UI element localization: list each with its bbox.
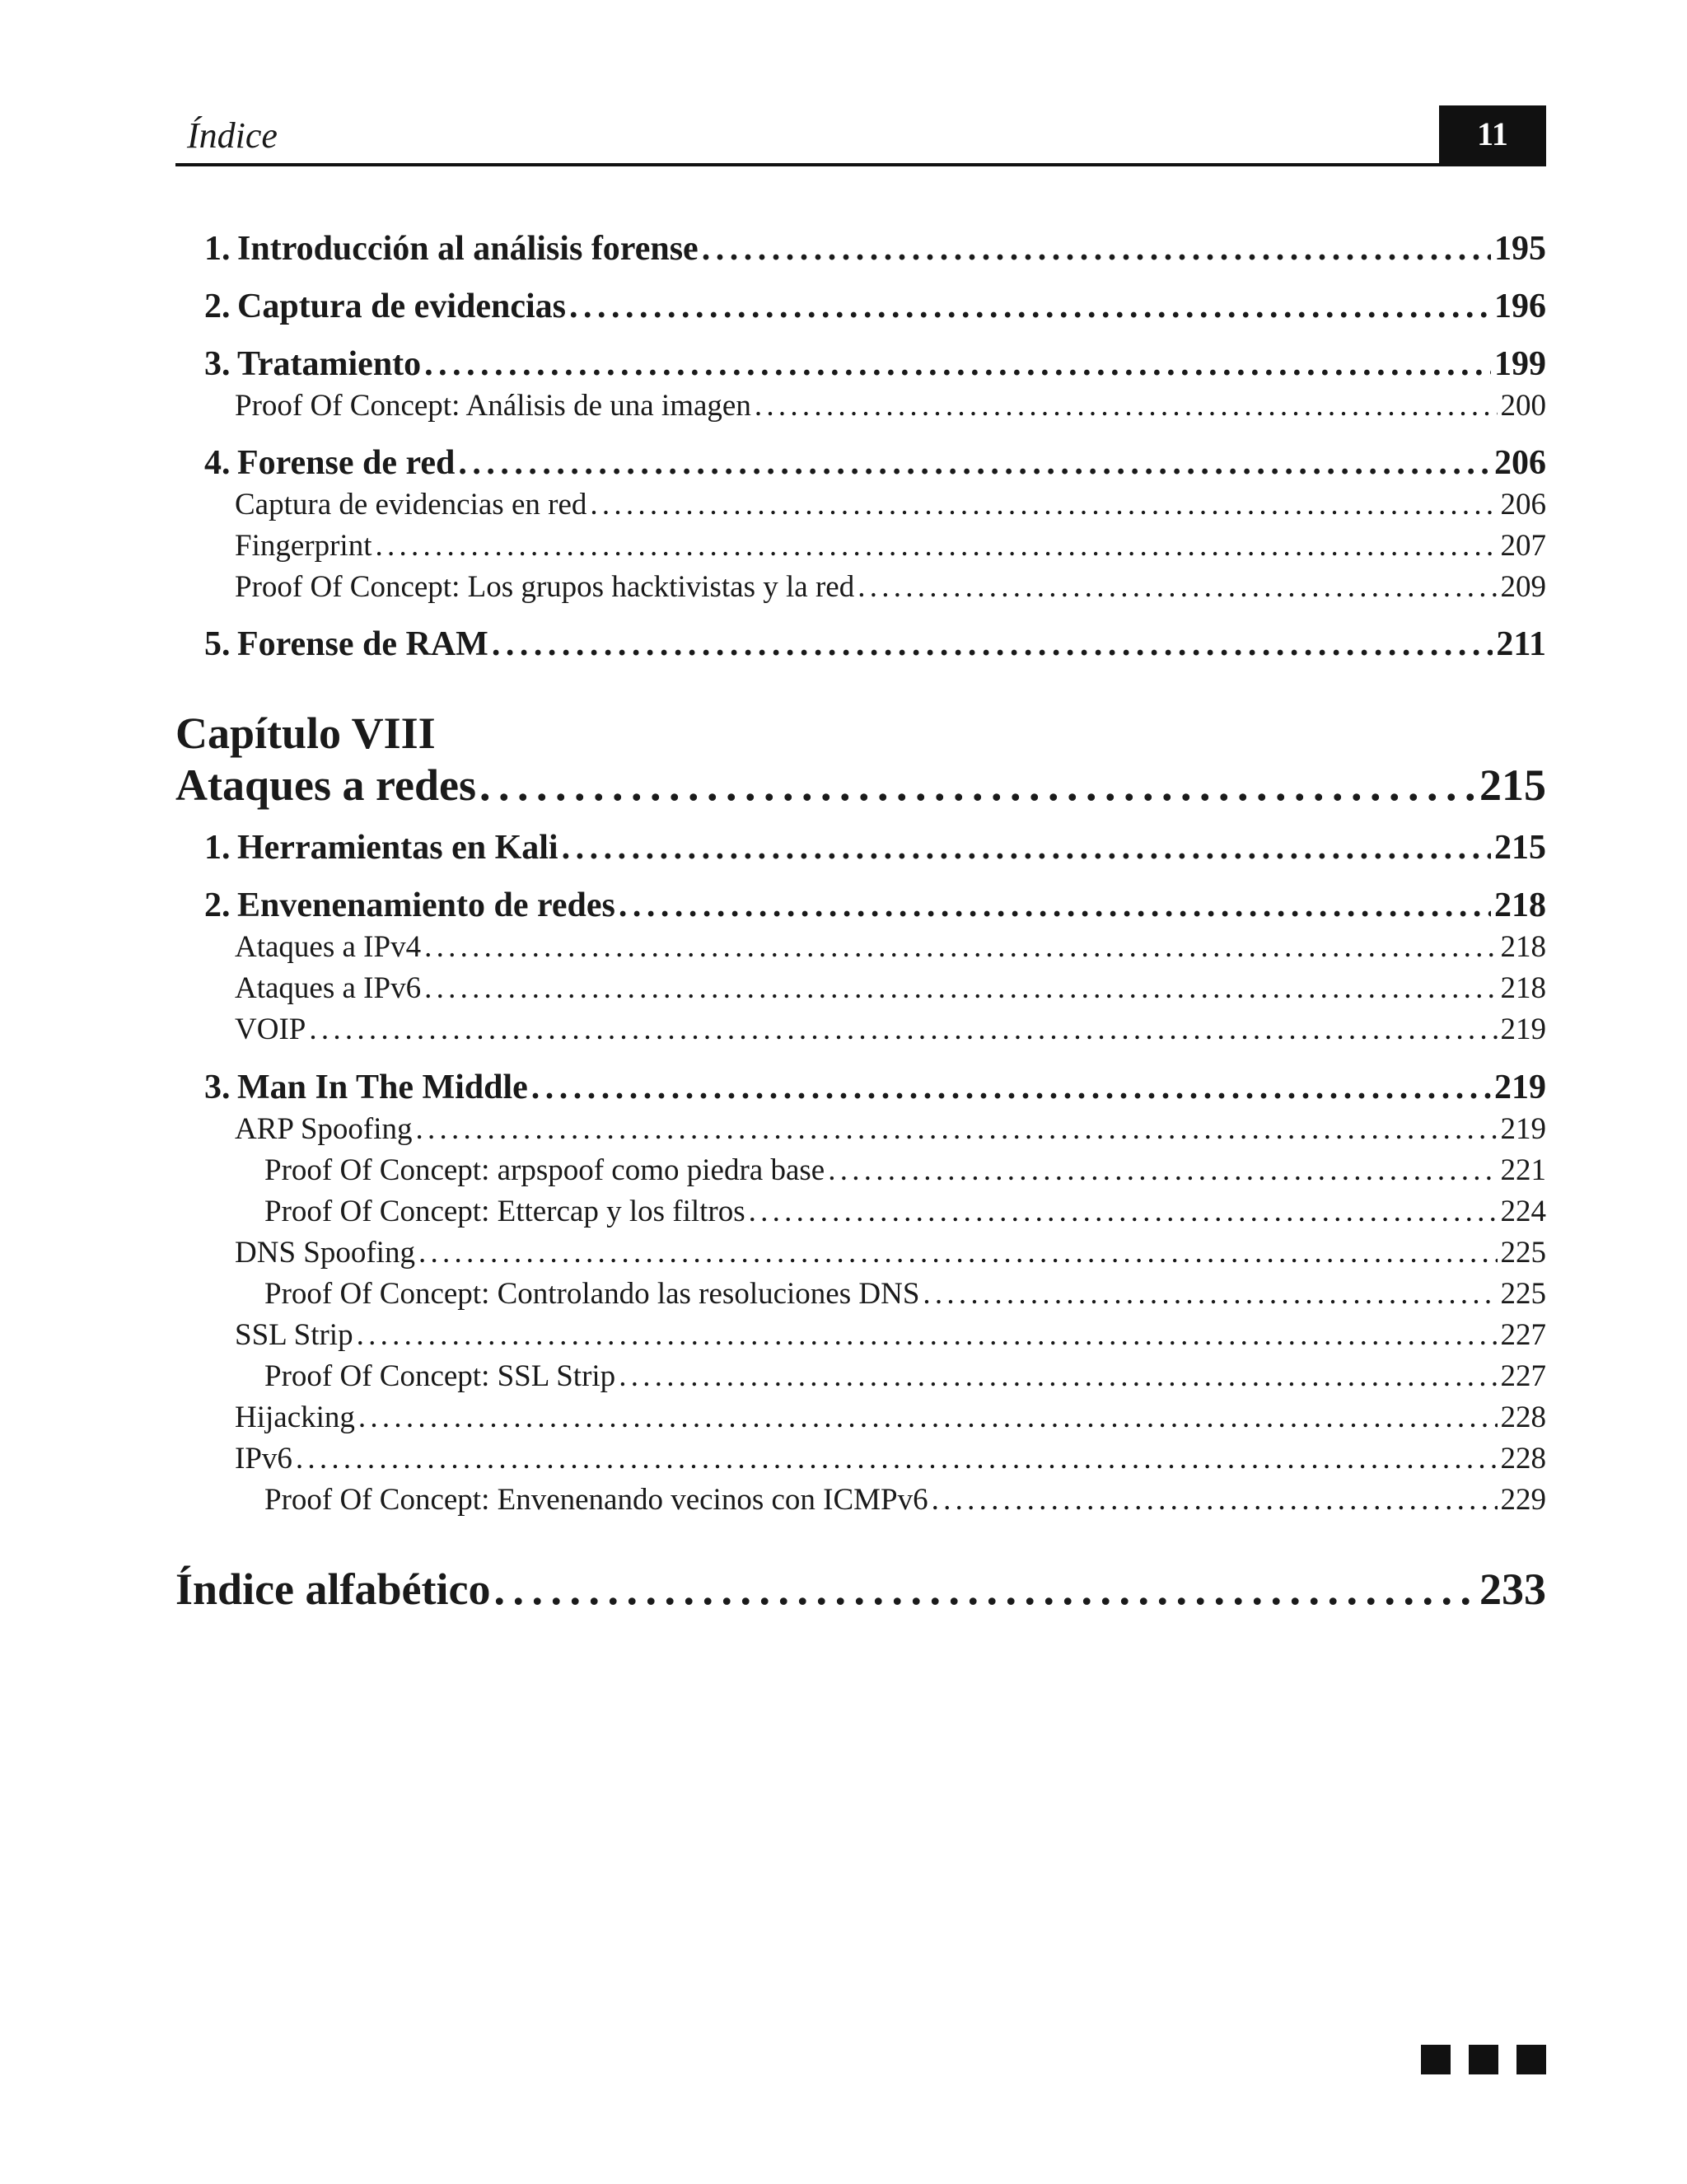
toc-section-entry[interactable] <box>204 344 1546 387</box>
section-title: Herramientas en Kali <box>237 829 558 867</box>
subentry-title: Ataques a IPv4 <box>235 930 422 964</box>
running-header <box>175 105 1546 166</box>
page-ref: 215 <box>1494 829 1546 867</box>
dot-leader <box>357 1317 1498 1353</box>
toc-section-entry[interactable] <box>204 229 1546 272</box>
page-ref: 209 <box>1500 570 1546 604</box>
toc-section-entry[interactable] <box>204 287 1546 330</box>
section-number: 3. <box>204 345 231 383</box>
chapter-label: Capítulo VIII <box>175 709 436 758</box>
dot-leader <box>458 443 1491 483</box>
dot-leader <box>828 1153 1497 1188</box>
subentry-title: Proof Of Concept: Los grupos hacktivistas y la red <box>235 570 855 604</box>
toc-section-entry[interactable] <box>204 443 1546 486</box>
page-ref: 206 <box>1494 444 1546 482</box>
dot-leader <box>416 1111 1498 1147</box>
page-ref: 219 <box>1500 1112 1546 1146</box>
page-ref: 211 <box>1496 625 1546 663</box>
toc-chapter-entry[interactable] <box>175 760 1546 812</box>
dot-leader <box>569 287 1491 326</box>
section-title: Forense de red <box>237 444 456 482</box>
toc-section-entry[interactable] <box>204 624 1546 667</box>
header-title: Índice <box>187 115 278 156</box>
page-ref: 221 <box>1500 1153 1546 1187</box>
toc-subsubentry[interactable] <box>264 1276 1546 1314</box>
dot-leader <box>309 1012 1497 1047</box>
toc-subentry[interactable] <box>235 1235 1546 1273</box>
subentry-title: IPv6 <box>235 1442 292 1475</box>
page-ref: 218 <box>1500 930 1546 964</box>
section-title: Tratamiento <box>237 345 422 383</box>
section-number: 1. <box>204 829 231 867</box>
toc-index-entry[interactable] <box>175 1564 1546 1616</box>
dot-leader <box>619 1359 1497 1394</box>
toc-subentry[interactable] <box>235 1441 1546 1479</box>
toc-subentry[interactable] <box>235 1400 1546 1438</box>
section-title: Man In The Middle <box>237 1069 528 1106</box>
subentry-title: Captura de evidencias en red <box>235 488 587 521</box>
page-ref: 224 <box>1500 1195 1546 1228</box>
page-number-box: 11 <box>1439 105 1546 163</box>
section-title: Forense de RAM <box>237 625 488 663</box>
section-title: Envenenamiento de redes <box>237 886 615 924</box>
dot-leader <box>702 229 1491 269</box>
dot-leader <box>296 1441 1498 1476</box>
dot-leader <box>424 344 1491 384</box>
page-ref: 195 <box>1494 230 1546 268</box>
page-ref: 218 <box>1494 886 1546 924</box>
page-ref: 206 <box>1500 488 1546 521</box>
chapter-title: Ataques a redes <box>175 760 477 810</box>
section-number: 5. <box>204 625 231 663</box>
subentry-title: Proof Of Concept: Envenenando vecinos con ICMPv6 <box>264 1483 928 1517</box>
dot-leader <box>858 569 1497 605</box>
dot-leader <box>358 1400 1498 1435</box>
subentry-title: Proof Of Concept: Ettercap y los filtros <box>264 1195 745 1228</box>
subentry-title: Proof Of Concept: SSL Strip <box>264 1359 616 1393</box>
toc-subsubentry[interactable] <box>264 1153 1546 1190</box>
subentry-title: Hijacking <box>235 1401 355 1434</box>
page-ornament <box>1421 2045 1546 2074</box>
toc-section-entry[interactable] <box>204 828 1546 871</box>
dot-leader <box>479 760 1476 811</box>
toc-subsubentry[interactable] <box>264 1359 1546 1396</box>
section-title: Introducción al análisis forense <box>237 230 699 268</box>
subentry-title: Proof Of Concept: Controlando las resoluciones DNS <box>264 1277 920 1311</box>
dot-leader <box>923 1276 1497 1312</box>
dot-leader <box>932 1482 1498 1518</box>
page-ref: 200 <box>1500 389 1546 423</box>
square-icon <box>1421 2045 1451 2074</box>
page-ref: 228 <box>1500 1442 1546 1475</box>
toc-subentry[interactable] <box>235 388 1546 426</box>
dot-leader <box>493 1564 1476 1615</box>
index-title: Índice alfabético <box>175 1564 491 1614</box>
subentry-title: Ataques a IPv6 <box>235 971 422 1005</box>
subentry-title: VOIP <box>235 1012 306 1046</box>
subentry-title: ARP Spoofing <box>235 1112 413 1146</box>
subentry-title: Fingerprint <box>235 529 372 563</box>
toc-subentry[interactable] <box>235 569 1546 607</box>
subentry-title: Proof Of Concept: arpspoof como piedra base <box>264 1153 825 1187</box>
page-ref: 233 <box>1479 1564 1546 1614</box>
subentry-title: SSL Strip <box>235 1318 353 1352</box>
dot-leader <box>492 624 1493 664</box>
page-ref: 207 <box>1500 529 1546 563</box>
section-number: 2. <box>204 886 231 924</box>
dot-leader <box>749 1194 1498 1229</box>
dot-leader <box>755 388 1498 423</box>
section-number: 2. <box>204 288 231 325</box>
section-number: 4. <box>204 444 231 482</box>
dot-leader <box>424 970 1497 1006</box>
page-ref: 227 <box>1500 1318 1546 1352</box>
toc-subentry[interactable] <box>235 1317 1546 1355</box>
section-title: Captura de evidencias <box>237 288 566 325</box>
toc-subentry[interactable] <box>235 1111 1546 1149</box>
page-ref: 199 <box>1494 345 1546 383</box>
dot-leader <box>375 528 1497 564</box>
toc-section-entry[interactable] <box>204 1068 1546 1111</box>
section-number: 1. <box>204 230 231 268</box>
toc-subentry[interactable] <box>235 1012 1546 1050</box>
dot-leader <box>590 487 1497 522</box>
toc-subentry[interactable] <box>235 929 1546 967</box>
square-icon <box>1469 2045 1498 2074</box>
dot-leader <box>424 929 1497 965</box>
square-icon <box>1516 2045 1546 2074</box>
dot-leader <box>562 828 1491 868</box>
toc-section-entry[interactable] <box>204 886 1546 928</box>
page-ref: 218 <box>1500 971 1546 1005</box>
dot-leader <box>418 1235 1498 1270</box>
page-ref: 229 <box>1500 1483 1546 1517</box>
page-ref: 228 <box>1500 1401 1546 1434</box>
toc-subentry[interactable] <box>235 528 1546 566</box>
page-ref: 225 <box>1500 1277 1546 1311</box>
page-ref: 225 <box>1500 1236 1546 1270</box>
toc-subsubentry[interactable] <box>264 1482 1546 1520</box>
toc-subentry[interactable] <box>235 970 1546 1008</box>
subentry-title: DNS Spoofing <box>235 1236 415 1270</box>
dot-leader <box>531 1068 1491 1107</box>
page-ref: 215 <box>1479 760 1546 810</box>
dot-leader <box>619 886 1491 925</box>
page-ref: 196 <box>1494 288 1546 325</box>
page-ref: 227 <box>1500 1359 1546 1393</box>
subentry-title: Proof Of Concept: Análisis de una imagen <box>235 389 751 423</box>
section-number: 3. <box>204 1069 231 1106</box>
page-ref: 219 <box>1500 1012 1546 1046</box>
toc-subentry[interactable] <box>235 487 1546 525</box>
toc-subsubentry[interactable] <box>264 1194 1546 1232</box>
page-ref: 219 <box>1494 1069 1546 1106</box>
